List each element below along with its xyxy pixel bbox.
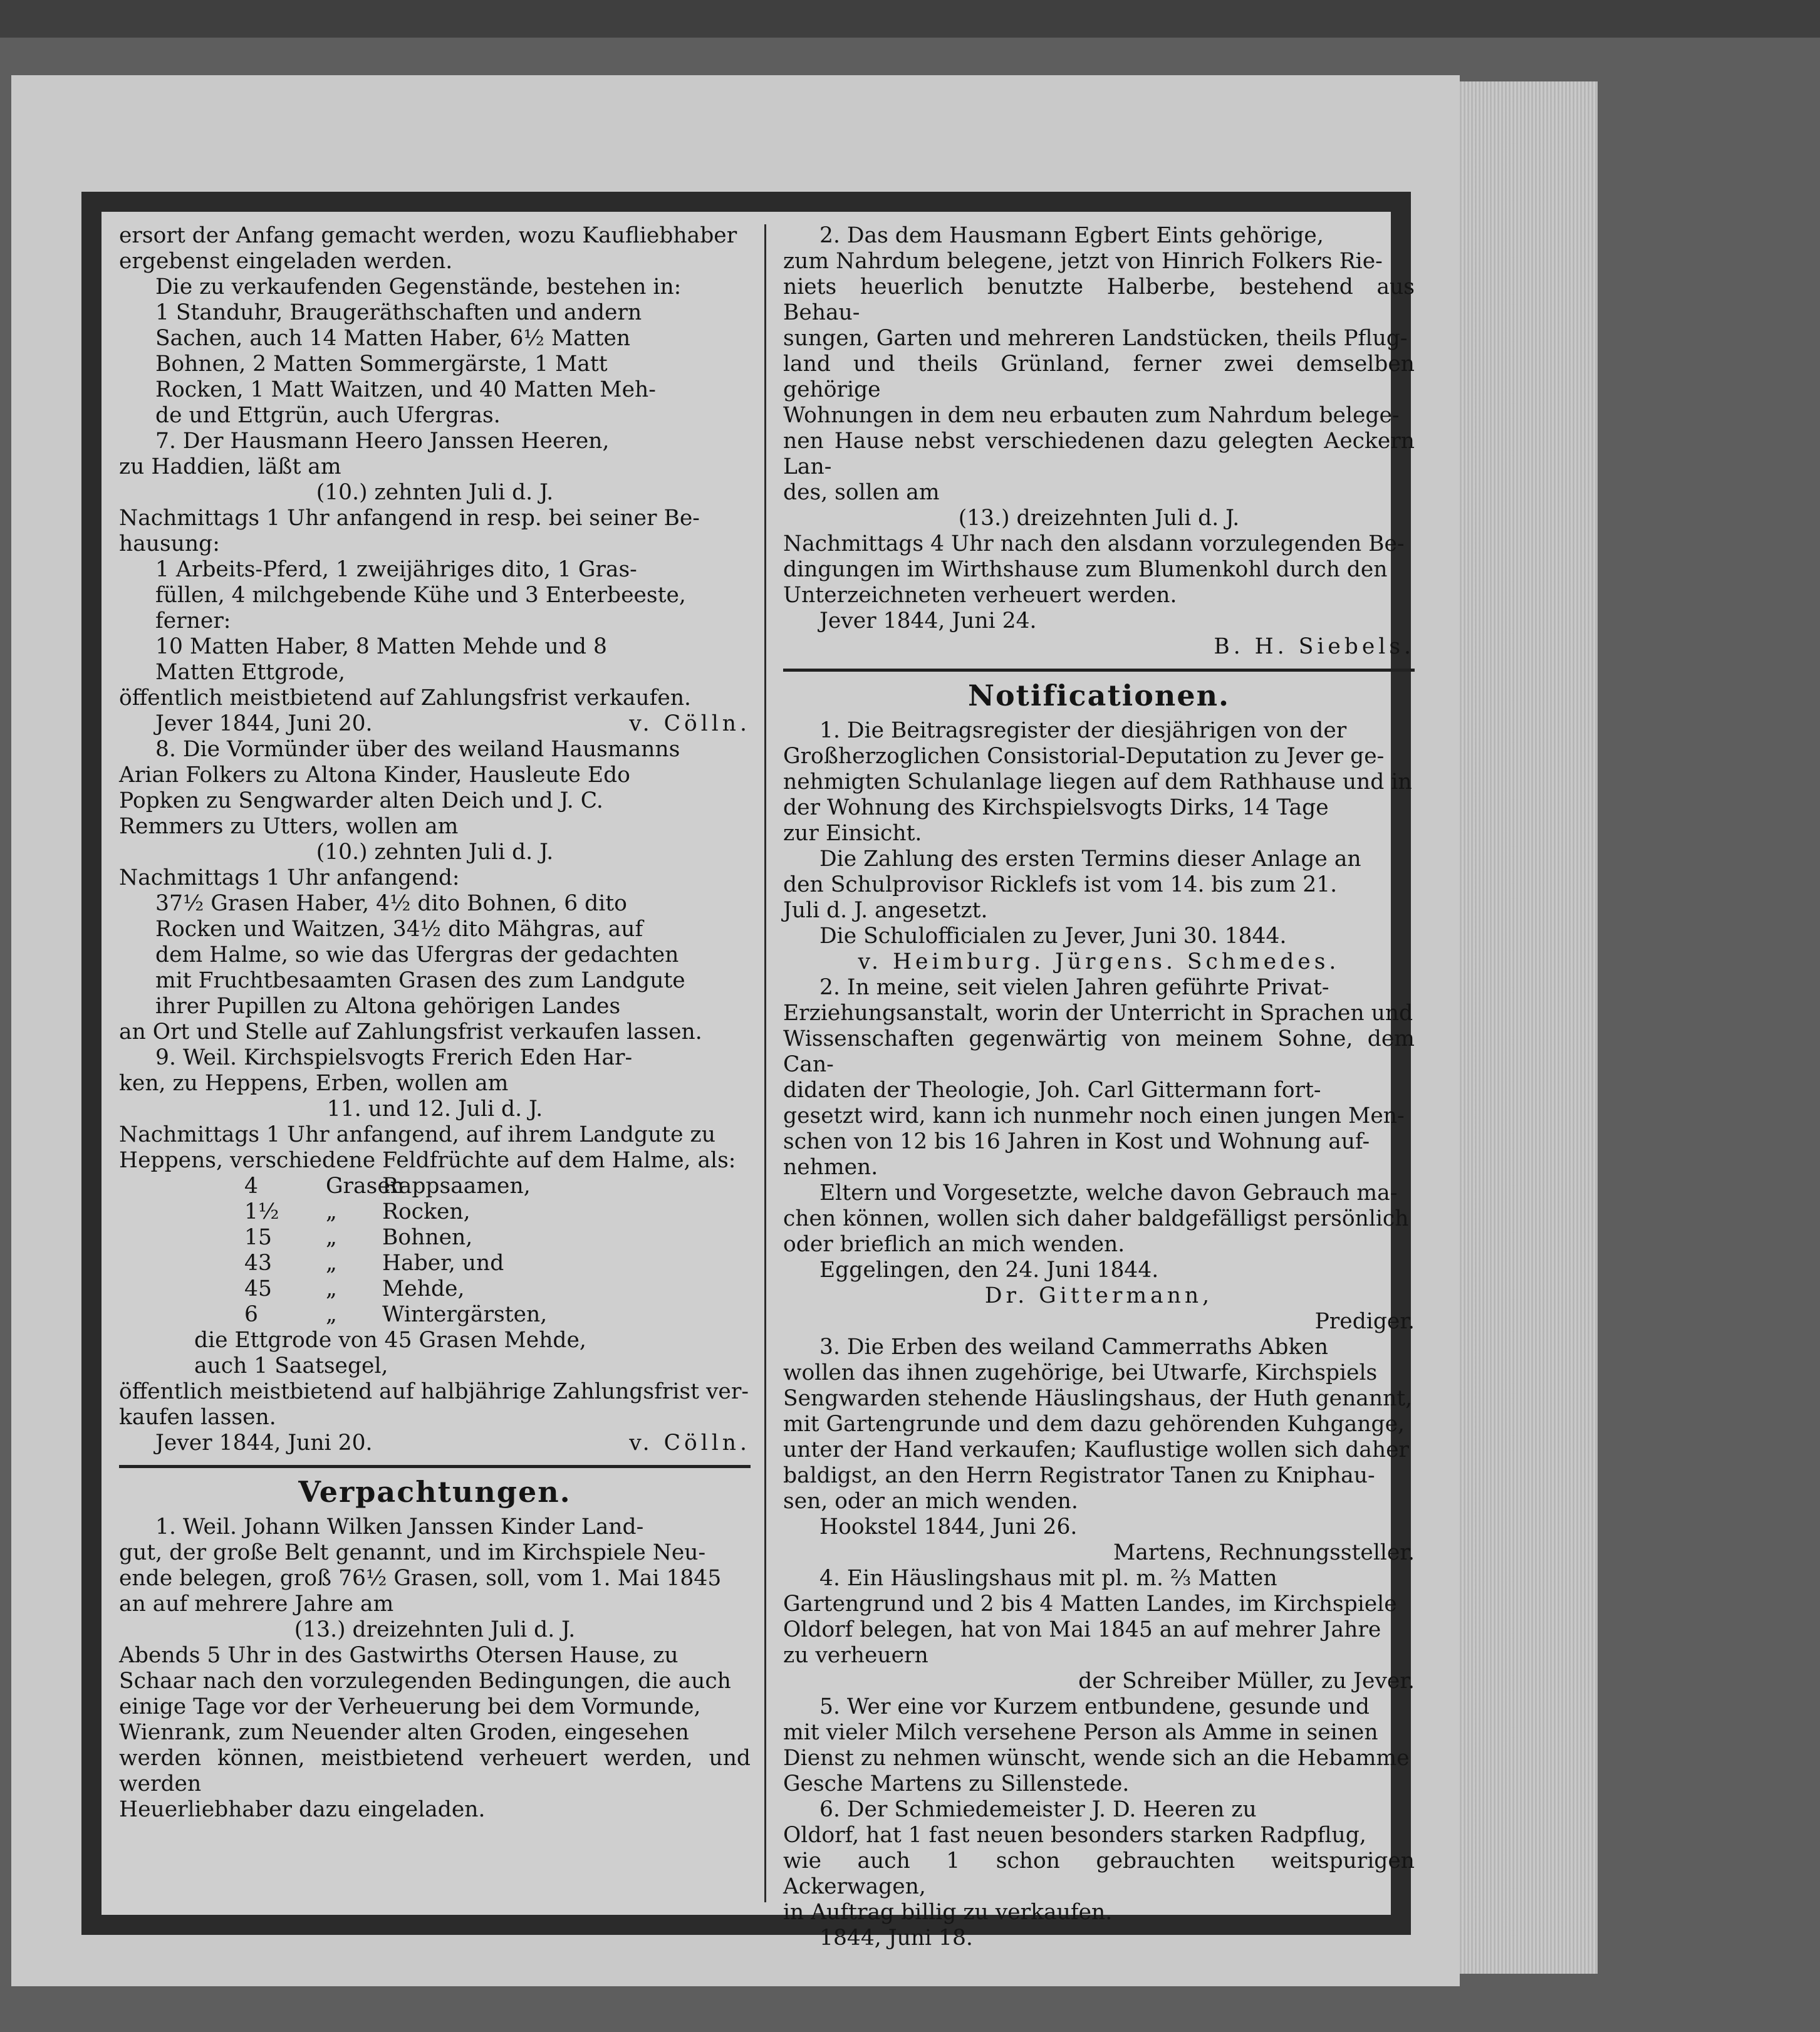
item7-text: hausung:	[119, 531, 220, 556]
note2-title: Prediger.	[1314, 1309, 1415, 1334]
item8-goods: ihrer Pupillen zu Altona gehörigen Landes	[155, 994, 621, 1019]
section-title-verpachtungen: Verpachtungen.	[298, 1475, 571, 1509]
goods-line: Rocken, 1 Matt Waitzen, und 40 Matten Meh-	[155, 377, 656, 402]
crop-row: 4 Grasen Rappsaamen,	[244, 1174, 531, 1199]
crop-row: 45 „ Mehde,	[244, 1276, 465, 1301]
goods-line: de und Ettgrün, auch Ufergras.	[155, 403, 501, 428]
item7-text: Nachmittags 1 Uhr anfangend in resp. bei seiner Be-	[119, 506, 700, 531]
note6-line: in Auftrag billig zu verkaufen.	[783, 1900, 1113, 1925]
lease2-place-date: Jever 1844, Juni 24.	[819, 608, 1037, 633]
item8-line: Popken zu Sengwarder alten Deich und J. C.	[119, 788, 603, 813]
crop-row: 1½ „ Rocken,	[244, 1199, 471, 1224]
note4-line: Gartengrund und 2 bis 4 Matten Landes, im Kirchspiele	[783, 1592, 1397, 1617]
item9-extra: auch 1 Saatsegel,	[194, 1353, 388, 1378]
goods-line: 1 Standuhr, Braugeräthschaften und andern	[155, 300, 642, 325]
item9-terms: öffentlich meistbietend auf halbjährige Zahlungsfrist ver-	[119, 1379, 749, 1404]
item8-line: 8. Die Vormünder über des weiland Hausmanns	[155, 737, 680, 762]
item8-goods: mit Fruchtbesaamten Grasen des zum Landgute	[155, 968, 685, 993]
crop-row: 6 „ Wintergärsten,	[244, 1302, 548, 1327]
item8-terms: an Ort und Stelle auf Zahlungsfrist verkaufen lassen.	[119, 1019, 702, 1045]
note4-line: Oldorf belegen, hat von Mai 1845 an auf mehrer Jahre	[783, 1617, 1381, 1642]
note5-line: Dienst zu nehmen wünscht, wende sich an die Hebamme	[783, 1746, 1410, 1771]
item7-ferner: ferner:	[155, 608, 231, 633]
note3-line: 3. Die Erben des weiland Cammerraths Abken	[819, 1335, 1329, 1360]
note1-line: nehmigten Schulanlage liegen auf dem Rathhause und in	[783, 769, 1412, 795]
note3-line: mit Gartengrunde und dem dazu gehörenden Kuhgange,	[783, 1412, 1405, 1437]
item9-terms: kaufen lassen.	[119, 1405, 276, 1430]
lease1-text: Wienrank, zum Neuender alten Groden, eingesehen	[119, 1720, 689, 1745]
intro-line: ersort der Anfang gemacht werden, wozu Kaufliebhaber	[119, 223, 737, 248]
section-rule	[783, 669, 1415, 672]
note3-line: unter der Hand verkaufen; Kauflustige wollen sich daher	[783, 1437, 1410, 1462]
note2-line: oder brieflich an mich wenden.	[783, 1232, 1125, 1257]
note3-line: Sengwarden stehende Häuslingshaus, der Huth genannt,	[783, 1386, 1413, 1411]
page-content	[101, 212, 1415, 1951]
item7-crops: Matten Ettgrode,	[155, 660, 345, 685]
section-rule	[119, 1465, 751, 1468]
note2-line: Wissenschaften gegenwärtig von meinem Sohne, dem Can-	[783, 1026, 1415, 1077]
item8-date: (10.) zehnten Juli d. J.	[316, 840, 554, 865]
item7-line: 7. Der Hausmann Heero Janssen Heeren,	[155, 429, 610, 454]
item8-time: Nachmittags 1 Uhr anfangend:	[119, 865, 460, 890]
item7-terms: öffentlich meistbietend auf Zahlungsfrist verkaufen.	[119, 685, 692, 711]
item7-place-date: Jever 1844, Juni 20.	[155, 711, 373, 736]
item8-goods: dem Halme, so wie das Ufergras der gedachten	[155, 942, 679, 967]
lease1-line: an auf mehrere Jahre am	[119, 1592, 394, 1617]
lease1-text: Schaar nach den vorzulegenden Bedingungen, die auch	[119, 1669, 731, 1694]
lease1-text: Heuerliebhaber dazu eingeladen.	[119, 1797, 486, 1822]
item7-animals: füllen, 4 milchgebende Kühe und 3 Enterbeeste,	[155, 583, 686, 608]
item7-line: zu Haddien, läßt am	[119, 454, 341, 479]
lease2-line: 2. Das dem Hausmann Egbert Eints gehörige,	[819, 223, 1324, 248]
item9-line: 9. Weil. Kirchspielsvogts Frerich Eden Har-	[155, 1045, 633, 1070]
lease1-line: 1. Weil. Johann Wilken Janssen Kinder Land-	[155, 1514, 644, 1540]
lease1-text: Abends 5 Uhr in des Gastwirths Otersen Hause, zu	[119, 1643, 679, 1668]
lease1-line: gut, der große Belt genannt, und im Kirchspiele Neu-	[119, 1540, 706, 1565]
note1-line: Die Zahlung des ersten Termins dieser Anlage an	[819, 847, 1361, 872]
page	[11, 75, 1460, 1986]
note2-place-date: Eggelingen, den 24. Juni 1844.	[819, 1258, 1159, 1283]
note2-line: Eltern und Vorgesetzte, welche davon Gebrauch ma-	[819, 1180, 1398, 1206]
column-divider	[764, 224, 766, 1902]
note1-line: zur Einsicht.	[783, 821, 922, 846]
note2-line: gesetzt wird, kann ich nunmehr noch einen jungen Men-	[783, 1103, 1405, 1128]
note1-line: den Schulprovisor Ricklefs ist vom 14. bis zum 21.	[783, 872, 1338, 897]
item9-place-date: Jever 1844, Juni 20.	[155, 1430, 373, 1456]
section-title-notificationen: Notificationen.	[967, 679, 1230, 712]
note4-line: zu verheuern	[783, 1643, 928, 1668]
lease2-line: nen Hause nebst verschiedenen dazu gelegten Aeckern Lan-	[783, 429, 1415, 479]
lease2-date: (13.) dreizehnten Juli d. J.	[958, 506, 1240, 531]
note1-line: der Wohnung des Kirchspielsvogts Dirks, 14 Tage	[783, 795, 1329, 820]
lease2-line: niets heuerlich benutzte Halberbe, bestehend aus Behau-	[783, 274, 1415, 325]
lease2-text: dingungen im Wirthshause zum Blumenkohl durch den	[783, 557, 1388, 582]
note2-line: 2. In meine, seit vielen Jahren geführte Privat-	[819, 975, 1329, 1000]
note2-line: Erziehungsanstalt, worin der Unterricht in Sprachen und	[783, 1001, 1413, 1026]
goods-line: Sachen, auch 14 Matten Haber, 6½ Matten	[155, 326, 631, 351]
goods-line: Bohnen, 2 Matten Sommergärste, 1 Matt	[155, 352, 608, 377]
note1-line: Großherzoglichen Consistorial-Deputation zu Jever ge-	[783, 744, 1385, 769]
item9-date: 11. und 12. Juli d. J.	[326, 1097, 543, 1122]
goods-intro: Die zu verkaufenden Gegenstände, bestehen in:	[155, 274, 682, 300]
crop-row: 43 „ Haber, und	[244, 1251, 504, 1276]
note1-line: Juli d. J. angesetzt.	[783, 898, 988, 923]
lease2-text: Nachmittags 4 Uhr nach den alsdann vorzulegenden Be-	[783, 531, 1405, 556]
note4-signer: der Schreiber Müller, zu Jever.	[1078, 1669, 1415, 1694]
item9-signer: v. Cölln.	[629, 1430, 751, 1456]
item7-footer	[119, 711, 751, 737]
item7-signer: v. Cölln.	[629, 711, 751, 736]
note6-line: Oldorf, hat 1 fast neuen besonders starken Radpflug,	[783, 1823, 1366, 1848]
item8-goods: Rocken und Waitzen, 34½ dito Mähgras, auf	[155, 917, 643, 942]
note3-line: baldigst, an den Herrn Registrator Tanen zu Kniphau-	[783, 1463, 1375, 1488]
note3-signer: Martens, Rechnungssteller.	[1113, 1540, 1415, 1565]
item8-line: Remmers zu Utters, wollen am	[119, 814, 459, 839]
lease2-line: Wohnungen in dem neu erbauten zum Nahrdum belege-	[783, 403, 1400, 428]
lease2-line: des, sollen am	[783, 480, 940, 505]
note1-signers: v. Heimburg. Jürgens. Schmedes.	[858, 949, 1340, 974]
note2-signer: Dr. Gittermann,	[984, 1283, 1214, 1308]
item7-date: (10.) zehnten Juli d. J.	[316, 480, 554, 505]
note5-line: mit vieler Milch versehene Person als Amme in seinen	[783, 1720, 1378, 1745]
lease1-text: einige Tage vor der Verheuerung bei dem Vormunde,	[119, 1694, 701, 1719]
note6-date: 1844, Juni 18.	[819, 1925, 973, 1951]
note2-line: didaten der Theologie, Joh. Carl Gittermann fort-	[783, 1078, 1321, 1103]
intro-line: ergebenst eingeladen werden.	[119, 249, 453, 274]
note3-line: wollen das ihnen zugehörige, bei Utwarfe, Kirchspiels	[783, 1360, 1378, 1385]
item9-extra: die Ettgrode von 45 Grasen Mehde,	[194, 1328, 586, 1353]
item9-text: Heppens, verschiedene Feldfrüchte auf dem Halme, als:	[119, 1148, 736, 1173]
item8-goods: 37½ Grasen Haber, 4½ dito Bohnen, 6 dito	[155, 891, 627, 916]
note6-line: 6. Der Schmiedemeister J. D. Heeren zu	[819, 1797, 1257, 1822]
lease2-line: zum Nahrdum belegene, jetzt von Hinrich Folkers Rie-	[783, 249, 1383, 274]
lease1-date: (13.) dreizehnten Juli d. J.	[294, 1617, 576, 1642]
item9-text: Nachmittags 1 Uhr anfangend, auf ihrem Landgute zu	[119, 1122, 715, 1147]
lease1-line: ende belegen, groß 76½ Grasen, soll, vom 1. Mai 1845	[119, 1566, 722, 1591]
item9-line: ken, zu Heppens, Erben, wollen am	[119, 1071, 509, 1096]
note2-line: schen von 12 bis 16 Jahren in Kost und Wohnung auf-	[783, 1129, 1370, 1154]
note1-line: 1. Die Beitragsregister der diesjährigen von der	[819, 718, 1347, 743]
left-column	[119, 223, 751, 1904]
crop-row: 15 „ Bohnen,	[244, 1225, 473, 1250]
lease2-text: Unterzeichneten verheuert werden.	[783, 583, 1177, 608]
page-edges	[1453, 81, 1598, 1974]
note4-line: 4. Ein Häuslingshaus mit pl. m. ⅔ Matten	[819, 1566, 1277, 1591]
note5-line: 5. Wer eine vor Kurzem entbundene, gesunde und	[819, 1694, 1370, 1719]
note6-line: wie auch 1 schon gebrauchten weitspurigen Ackerwagen,	[783, 1848, 1415, 1899]
lease2-line: land und theils Grünland, ferner zwei demselben gehörige	[783, 352, 1415, 402]
note2-line: chen können, wollen sich daher baldgefälligst persönlich	[783, 1206, 1409, 1231]
item9-footer	[119, 1430, 751, 1456]
page-frame	[81, 192, 1415, 1951]
right-column	[783, 223, 1415, 1951]
note2-line: nehmen.	[783, 1155, 878, 1180]
item8-line: Arian Folkers zu Altona Kinder, Hausleute Edo	[119, 763, 630, 788]
lease2-line: sungen, Garten und mehreren Landstücken, theils Pflug-	[783, 326, 1408, 351]
item7-crops: 10 Matten Haber, 8 Matten Mehde und 8	[155, 634, 607, 659]
item7-animals: 1 Arbeits-Pferd, 1 zweijähriges dito, 1 Gras-	[155, 557, 637, 582]
lease2-signer: B. H. Siebels.	[1214, 634, 1415, 659]
note5-line: Gesche Martens zu Sillenstede.	[783, 1771, 1130, 1796]
note3-place-date: Hookstel 1844, Juni 26.	[819, 1514, 1078, 1540]
lease1-text: werden können, meistbietend verheuert werden, und werden	[119, 1746, 751, 1796]
note1-place-date: Die Schulofficialen zu Jever, Juni 30. 1844.	[819, 924, 1287, 949]
note3-line: sen, oder an mich wenden.	[783, 1489, 1078, 1514]
